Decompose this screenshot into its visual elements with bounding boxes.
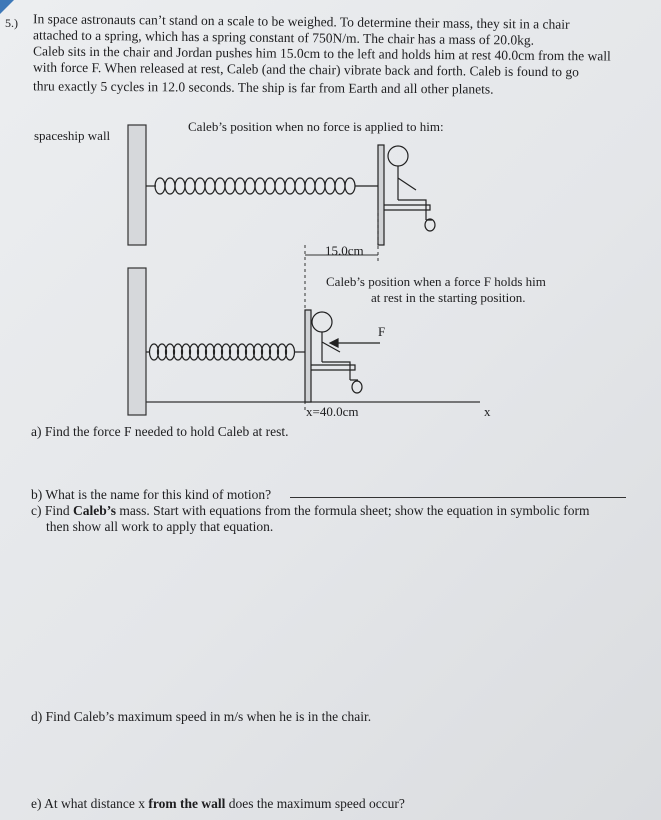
top-spring [146,178,378,194]
question-b: b) What is the name for this kind of motion? [31,487,272,502]
question-e: e) At what distance x from the wall does the maximum speed occur? [31,796,405,811]
intro-line-2: attached to a spring, which has a spring constant of 750N/m. The chair has a mass of 20.0kg. [32,27,535,48]
axis-label: x [484,404,491,419]
intro-line-5: thru exactly 5 cycles in 12.0 seconds. The ship is far from Earth and all other planets. [32,78,494,97]
question-c: c) Find Caleb’s mass. Start with equations from the formula sheet; show the equation in symbolic form [31,503,590,518]
top-chair-person [378,145,435,245]
position-label: x=40.0cm [306,404,359,419]
bottom-wall [128,268,146,415]
force-label: F [378,324,386,339]
bottom-spring [146,344,305,360]
answer-line-b [290,497,626,498]
top-caption: Caleb’s position when no force is applied to him: [188,119,444,134]
bottom-caption-line1: Caleb’s position when a force F holds him [326,274,546,289]
displacement-label: 15.0cm [325,243,364,258]
intro-line-4: with force F. When released at rest, Caleb (and the chair) vibrate back and forth. Caleb is found to go [32,59,580,80]
bottom-chair-person [305,310,362,402]
wall-label: spaceship wall [34,128,111,143]
force-arrow [330,339,380,347]
top-wall [128,125,146,245]
question-a: a) Find the force F needed to hold Caleb at rest. [31,424,289,439]
intro-line-1: In space astronauts can’t stand on a scale to be weighed. To determine their mass, they sit in a chair [32,11,570,32]
bottom-caption-line2: at rest in the starting position. [371,290,526,305]
problem-number: 5.) [5,16,18,30]
question-c-line2: then show all work to apply that equation. [46,519,274,534]
question-d: d) Find Caleb’s maximum speed in m/s when he is in the chair. [31,709,372,724]
intro-line-3: Caleb sits in the chair and Jordan pushes him 15.0cm to the left and holds him at rest 40.0cm from the wall [32,43,611,64]
